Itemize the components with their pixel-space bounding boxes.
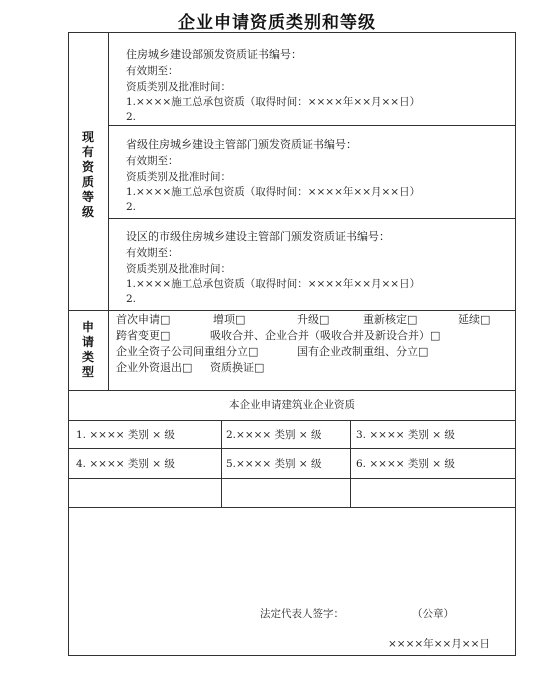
- block1-header: 住房城乡建设部颁发资质证书编号：: [126, 48, 302, 61]
- application-type-label: 申 请 类 型: [81, 320, 94, 379]
- divider-row3: [68, 507, 516, 508]
- option-first-application[interactable]: 首次申请□: [116, 313, 171, 326]
- divider-block2: [108, 218, 516, 219]
- legal-representative-signature-label: 法定代表人签字：: [260, 608, 344, 620]
- block3-header: 设区的市级住房城乡建设主管部门颁发资质证书编号：: [126, 230, 390, 243]
- grid-col-divider-1: [221, 420, 222, 507]
- option-merge[interactable]: 吸收合并、企业合并（吸收合并及新设合并）□: [210, 329, 441, 342]
- apply-cell-5: 5.×××× 类别 × 级: [226, 458, 322, 470]
- apply-section-header: 本企业申请建筑业企业资质: [229, 399, 355, 411]
- option-restructure-subsidiary[interactable]: 企业全资子公司间重组分立□: [116, 345, 259, 358]
- option-extend[interactable]: 延续□: [458, 313, 491, 326]
- divider-block1: [108, 125, 516, 126]
- apply-cell-4: 4. ×××× 类别 × 级: [76, 458, 175, 470]
- divider-row2: [68, 478, 516, 479]
- option-upgrade[interactable]: 升级□: [297, 313, 330, 326]
- option-cert-exchange[interactable]: 资质换证□: [210, 361, 265, 374]
- block2-header: 省级住房城乡建设主管部门颁发资质证书编号：: [126, 138, 357, 151]
- current-qualification-label: 现 有 资 质 等 级: [81, 130, 94, 219]
- company-seal-label: （公章）: [412, 608, 454, 620]
- block1-category-time: 资质类别及批准时间：: [126, 81, 231, 93]
- apply-cell-2: 2.×××× 类别 × 级: [226, 429, 322, 441]
- label-column-divider: [108, 32, 109, 390]
- block3-item1: 1.××××施工总承包资质（取得时间：××××年××月××日）: [126, 278, 421, 290]
- option-cross-province[interactable]: 跨省变更□: [116, 329, 171, 342]
- block2-item1: 1.××××施工总承包资质（取得时间：××××年××月××日）: [126, 186, 421, 198]
- block3-category-time: 资质类别及批准时间：: [126, 263, 231, 275]
- apply-cell-1: 1. ×××× 类别 × 级: [76, 429, 175, 441]
- block1-item2: 2.: [126, 111, 137, 123]
- block3-validity: 有效期至：: [126, 247, 179, 259]
- block2-validity: 有效期至：: [126, 155, 179, 167]
- option-reverify[interactable]: 重新核定□: [363, 313, 418, 326]
- block3-item2: 2.: [126, 293, 137, 305]
- option-foreign-exit[interactable]: 企业外资退出□: [116, 361, 193, 374]
- option-add-item[interactable]: 增项□: [213, 313, 246, 326]
- divider-qualification: [68, 310, 516, 311]
- divider-apply-header: [68, 420, 516, 421]
- block1-item1: 1.××××施工总承包资质（取得时间：××××年××月××日）: [126, 96, 421, 108]
- signature-date: ××××年××月××日: [388, 638, 490, 650]
- block2-item2: 2.: [126, 201, 137, 213]
- apply-cell-3: 3. ×××× 类别 × 级: [356, 429, 455, 441]
- apply-cell-6: 6. ×××× 类别 × 级: [356, 458, 455, 470]
- grid-col-divider-2: [350, 420, 351, 507]
- divider-row1: [68, 448, 516, 449]
- page-title: 企业申请资质类别和等级: [178, 13, 376, 33]
- block2-category-time: 资质类别及批准时间：: [126, 171, 231, 183]
- block1-validity: 有效期至：: [126, 65, 179, 77]
- divider-application-type: [68, 390, 516, 391]
- option-state-owned[interactable]: 国有企业改制重组、分立□: [297, 345, 429, 358]
